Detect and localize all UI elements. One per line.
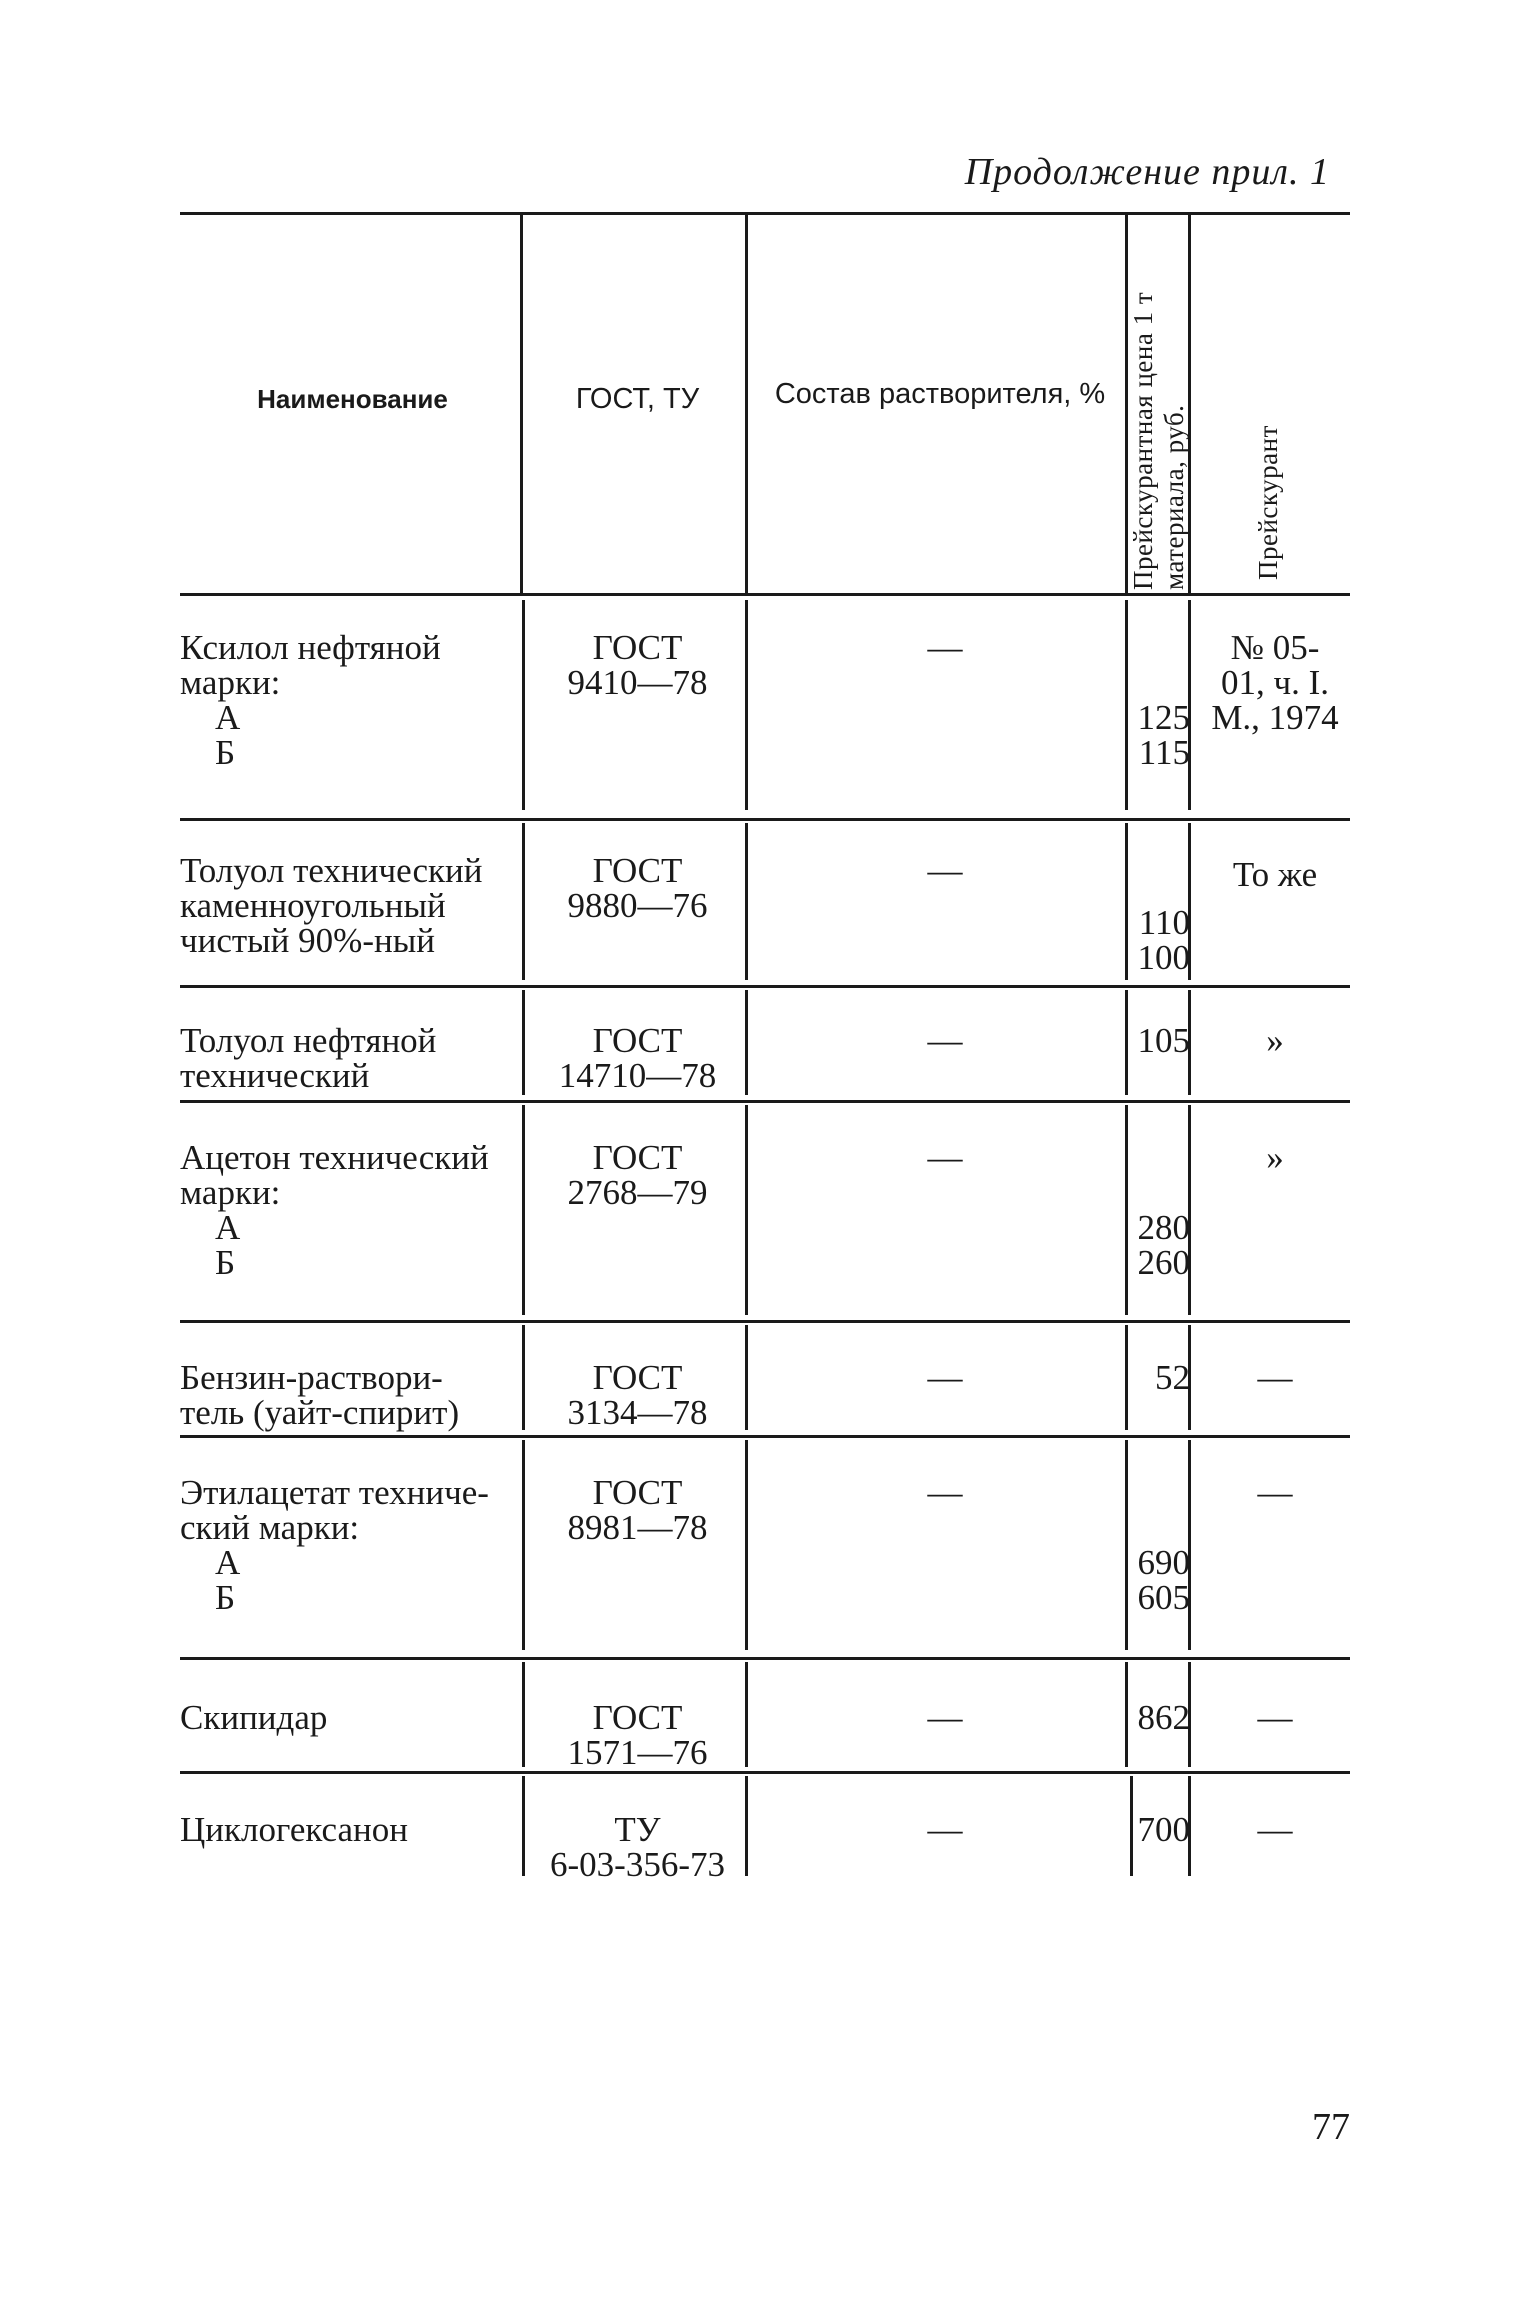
table-row-gost — [520, 1140, 755, 1210]
table-row-price — [1130, 1545, 1190, 1615]
table-row-price — [1130, 1700, 1190, 1735]
gost-line: 14710—78 — [558, 1056, 717, 1095]
table-row-gost — [520, 1812, 755, 1882]
table-row-composition: — — [927, 1138, 963, 1177]
name-line: тель (уайт-спирит) — [180, 1393, 460, 1432]
column-header-price-line2: материала, руб. — [1159, 404, 1189, 590]
column-rule — [1125, 1105, 1128, 1315]
table-row-name — [180, 1812, 515, 1847]
row-divider — [180, 1320, 1350, 1323]
column-header-composition: Состав растворителя, % — [774, 378, 1106, 410]
row-divider — [180, 1657, 1350, 1660]
table-header-rule — [180, 593, 1350, 596]
gost-line: 2768—79 — [567, 1173, 708, 1212]
table-row-pricelist — [1195, 1475, 1355, 1510]
grade-line: Б — [215, 733, 236, 772]
price-value: 52 — [1155, 1358, 1190, 1397]
gost-line: ГОСТ — [592, 851, 683, 890]
table-row-composition: — — [927, 1021, 963, 1060]
pricelist-line: То же — [1232, 855, 1318, 894]
column-rule — [1125, 1440, 1128, 1650]
gost-line: ГОСТ — [592, 1473, 683, 1512]
row-divider — [180, 985, 1350, 988]
column-rule — [522, 1105, 525, 1315]
gost-line: 3134—78 — [567, 1393, 708, 1432]
table-row-price — [1130, 1210, 1190, 1280]
grade-line: А — [215, 1208, 241, 1247]
column-rule — [1125, 823, 1128, 980]
row-divider — [180, 1771, 1350, 1774]
page-header-continuation: Продолжение прил. 1 — [964, 151, 1330, 193]
price-value: 862 — [1137, 1698, 1190, 1737]
gost-line: 1571—76 — [567, 1733, 708, 1772]
table-row-name — [180, 1475, 515, 1615]
pricelist-line: » — [1266, 1021, 1284, 1060]
name-line: Бензин-раствори- — [180, 1358, 443, 1397]
table-row-composition: — — [927, 628, 963, 667]
page-number: 77 — [1312, 2106, 1350, 2148]
table-row-price — [1130, 1360, 1190, 1395]
pricelist-line: — — [1257, 1473, 1293, 1512]
pricelist-line: — — [1257, 1698, 1293, 1737]
table-row-composition: — — [927, 1810, 963, 1849]
table-row-pricelist — [1195, 630, 1355, 735]
column-rule — [745, 1440, 748, 1650]
gost-line: ГОСТ — [592, 628, 683, 667]
name-line: каменноугольный — [180, 886, 446, 925]
table-row-composition: — — [927, 851, 963, 890]
table-row-name — [180, 1140, 515, 1280]
row-divider — [180, 1435, 1350, 1438]
table-row-pricelist — [1195, 1140, 1355, 1175]
table-row-price — [1130, 700, 1190, 770]
grade-line: Б — [215, 1578, 236, 1617]
price-value: 605 — [1137, 1578, 1190, 1617]
column-header-name: Наименование — [257, 384, 448, 414]
table-row-gost — [520, 630, 755, 700]
table-row-price — [1130, 1812, 1190, 1847]
table-row-name — [180, 1023, 515, 1093]
price-value: 100 — [1137, 938, 1190, 977]
table-row-gost — [520, 1700, 755, 1770]
price-value: 690 — [1137, 1543, 1190, 1582]
price-value: 260 — [1137, 1243, 1190, 1282]
column-rule — [520, 215, 523, 593]
row-divider — [180, 1100, 1350, 1103]
name-line: ский марки: — [180, 1508, 360, 1547]
column-rule — [745, 1105, 748, 1315]
price-value: 110 — [1138, 903, 1190, 942]
gost-line: 6-03-356-73 — [550, 1845, 725, 1884]
gost-line: ГОСТ — [592, 1138, 683, 1177]
pricelist-line: — — [1257, 1810, 1293, 1849]
table-row-name — [180, 853, 515, 958]
name-line: чистый 90%-ный — [180, 921, 435, 960]
gost-line: ГОСТ — [592, 1358, 683, 1397]
name-line: технический — [180, 1056, 370, 1095]
table-row-pricelist — [1195, 857, 1355, 892]
gost-line: ТУ — [614, 1810, 661, 1849]
price-value: 125 — [1137, 698, 1190, 737]
grade-line: А — [215, 1543, 241, 1582]
column-header-pricelist — [1195, 215, 1355, 590]
pricelist-line: » — [1266, 1138, 1284, 1177]
table-row-composition: — — [927, 1698, 963, 1737]
pricelist-line: — — [1257, 1358, 1293, 1397]
name-line: Скипидар — [180, 1698, 328, 1737]
table-row-pricelist — [1195, 1812, 1355, 1847]
name-line: марки: — [180, 1173, 281, 1212]
table-row-composition: — — [927, 1473, 963, 1512]
table-row-gost — [520, 1023, 755, 1093]
table-row-pricelist — [1195, 1700, 1355, 1735]
name-line: марки: — [180, 663, 281, 702]
pricelist-line: 01, ч. I. — [1220, 663, 1329, 702]
table-row-price — [1130, 1023, 1190, 1058]
price-value: 280 — [1137, 1208, 1190, 1247]
name-line: Этилацетат техниче- — [180, 1473, 489, 1512]
column-header-price-line1: Прейскурантная цена 1 т — [1128, 291, 1158, 590]
grade-line: А — [215, 698, 241, 737]
table-row-gost — [520, 1475, 755, 1545]
table-row-price — [1130, 905, 1190, 975]
column-rule — [522, 1440, 525, 1650]
name-line: Ксилол нефтяной — [180, 628, 441, 667]
name-line: Циклогексанон — [180, 1810, 408, 1849]
table-row-composition: — — [927, 1358, 963, 1397]
gost-line: 8981—78 — [567, 1508, 708, 1547]
gost-line: 9410—78 — [567, 663, 708, 702]
table-row-pricelist — [1195, 1023, 1355, 1058]
pricelist-line: М., 1974 — [1211, 698, 1339, 737]
table-row-gost — [520, 853, 755, 923]
table-row-gost — [520, 1360, 755, 1430]
row-divider — [180, 818, 1350, 821]
table-row-name — [180, 1360, 515, 1430]
table-row-pricelist — [1195, 1360, 1355, 1395]
name-line: Толуол нефтяной — [180, 1021, 437, 1060]
gost-line: ГОСТ — [592, 1021, 683, 1060]
price-value: 105 — [1137, 1021, 1190, 1060]
price-value: 115 — [1138, 733, 1190, 772]
grade-line: Б — [215, 1243, 236, 1282]
name-line: Толуол технический — [180, 851, 483, 890]
column-header-pricelist-text: Прейскурант — [1253, 425, 1283, 580]
gost-line: ГОСТ — [592, 1698, 683, 1737]
name-line: Ацетон технический — [180, 1138, 489, 1177]
column-header-price — [1128, 215, 1188, 590]
price-value: 700 — [1137, 1810, 1190, 1849]
pricelist-line: № 05- — [1230, 628, 1320, 667]
table-row-name — [180, 630, 515, 770]
column-header-gost: ГОСТ, ТУ — [575, 383, 700, 415]
table-row-name — [180, 1700, 515, 1735]
gost-line: 9880—76 — [567, 886, 708, 925]
